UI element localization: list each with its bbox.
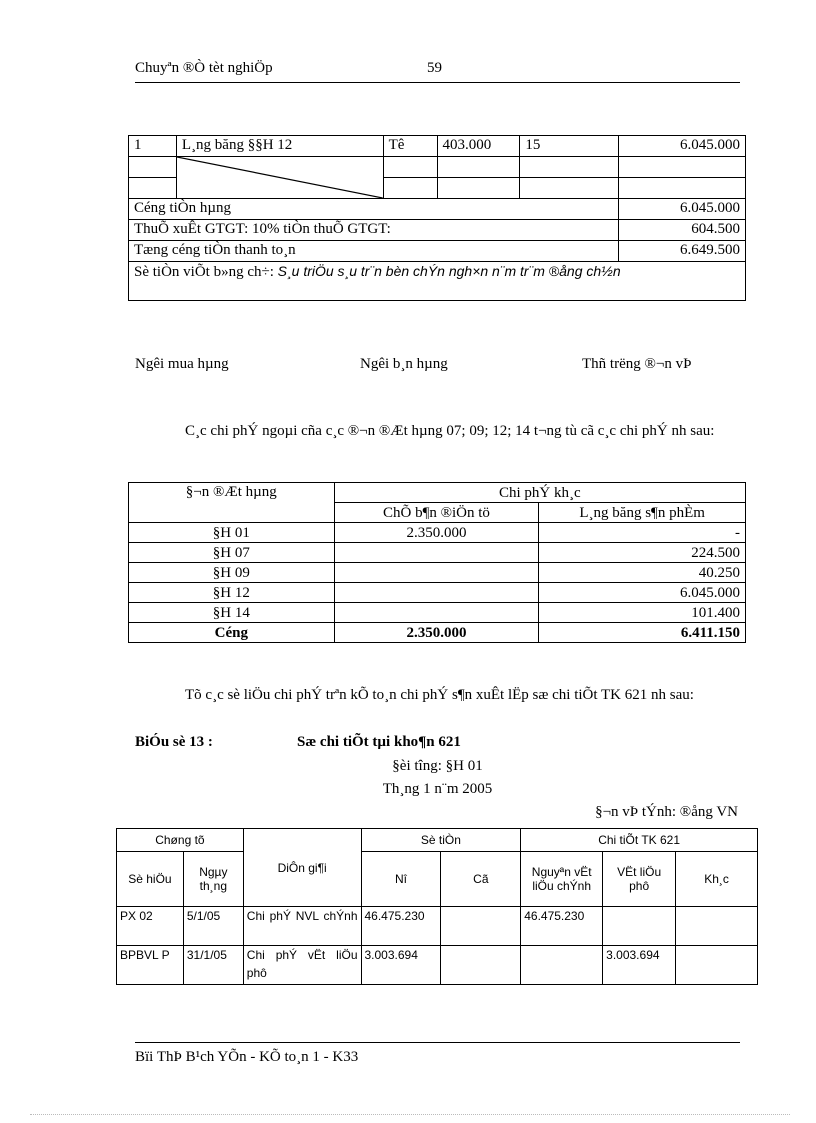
empty-cell bbox=[520, 157, 619, 178]
item-price: 403.000 bbox=[437, 136, 520, 157]
header-other: Kh¸c bbox=[676, 852, 758, 907]
header-amount: Sè tiÒn bbox=[361, 829, 521, 852]
aux-material: 3.003.694 bbox=[603, 946, 676, 985]
total-label: Tæng céng tiÒn thanh to¸n bbox=[129, 241, 619, 262]
ledger-header-row bbox=[117, 829, 758, 852]
empty-cell bbox=[129, 157, 177, 178]
credit bbox=[441, 907, 521, 946]
header-title: Chuyªn ®Ò tèt nghiÖp bbox=[135, 60, 273, 76]
table-row bbox=[129, 603, 746, 623]
voucher-date: 31/1/05 bbox=[183, 946, 243, 985]
words-label: Sè tiÒn viÕt b»ng ch÷: bbox=[134, 264, 274, 280]
header-description: DiÔn gi¶i bbox=[243, 829, 361, 907]
unit-note: §¬n vÞ tÝnh: ®ång VN bbox=[595, 804, 738, 820]
words-value: S¸u triÖu s¸u tr¨n bèn chÝn ngh×n n¨m tr¨m ®ång ch½n bbox=[277, 263, 621, 279]
lamination-cell: - bbox=[539, 523, 746, 543]
other-costs-table bbox=[128, 482, 746, 643]
total-prepress: 2.350.000 bbox=[334, 623, 539, 643]
header-lamination: L¸ng băng s¶n phÈm bbox=[539, 503, 746, 523]
header-aux-material: VËt liÖu phô bbox=[603, 852, 676, 907]
order-cell: §H 07 bbox=[129, 543, 335, 563]
header-prepress: ChÕ b¶n ®iÖn tö bbox=[334, 503, 539, 523]
empty-cell bbox=[437, 157, 520, 178]
order-cell: §H 01 bbox=[129, 523, 335, 543]
header-voucher-no: Sè hiÖu bbox=[117, 852, 184, 907]
buyer-label: Ngêi mua hµng bbox=[135, 356, 229, 372]
item-stt: 1 bbox=[129, 136, 177, 157]
amount-in-words-row bbox=[129, 262, 746, 301]
lamination-cell: 40.250 bbox=[539, 563, 746, 583]
table-row bbox=[129, 583, 746, 603]
empty-cell bbox=[129, 178, 177, 199]
other bbox=[676, 907, 758, 946]
description: Chi phÝ NVL chÝnh bbox=[243, 907, 361, 946]
debit: 46.475.230 bbox=[361, 907, 441, 946]
ledger-table bbox=[116, 828, 758, 985]
empty-cell bbox=[383, 157, 437, 178]
order-cell: §H 12 bbox=[129, 583, 335, 603]
order-cell: §H 09 bbox=[129, 563, 335, 583]
table-row bbox=[117, 907, 758, 946]
page-number: 59 bbox=[427, 60, 442, 76]
main-material bbox=[521, 946, 603, 985]
prepress-cell bbox=[334, 563, 539, 583]
table-header-row bbox=[129, 483, 746, 503]
prepress-cell bbox=[334, 543, 539, 563]
total-row bbox=[129, 241, 746, 262]
caption-title: Sæ chi tiÕt tµi kho¶n 621 bbox=[297, 734, 461, 750]
empty-cell bbox=[383, 178, 437, 199]
other bbox=[676, 946, 758, 985]
head-label: Thñ trëng ®¬n vÞ bbox=[582, 356, 692, 372]
header-other-costs: Chi phÝ kh¸c bbox=[334, 483, 745, 503]
ledger-subheader-row bbox=[117, 852, 758, 907]
total-value: 6.649.500 bbox=[619, 241, 746, 262]
invoice-table bbox=[128, 135, 746, 301]
total-label: Céng bbox=[129, 623, 335, 643]
empty-cell bbox=[619, 157, 746, 178]
prepress-cell: 2.350.000 bbox=[334, 523, 539, 543]
diagonal-line bbox=[177, 157, 383, 198]
page-header bbox=[135, 58, 740, 83]
aux-material bbox=[603, 907, 676, 946]
empty-cell bbox=[619, 178, 746, 199]
total-lamination: 6.411.150 bbox=[539, 623, 746, 643]
subtotal-label: Céng tiÒn hµng bbox=[129, 199, 619, 220]
table-row bbox=[117, 946, 758, 985]
header-voucher-date: Ngµy th¸ng bbox=[183, 852, 243, 907]
prepress-cell bbox=[334, 603, 539, 623]
item-unit: Tê bbox=[383, 136, 437, 157]
voucher-no: PX 02 bbox=[117, 907, 184, 946]
header-main-material: Nguyªn vËt liÖu chÝnh bbox=[521, 852, 603, 907]
table-row bbox=[129, 523, 746, 543]
item-amount: 6.045.000 bbox=[619, 136, 746, 157]
debit: 3.003.694 bbox=[361, 946, 441, 985]
order-cell: §H 14 bbox=[129, 603, 335, 623]
header-debit: Nî bbox=[361, 852, 441, 907]
item-name: L¸ng băng §§H 12 bbox=[176, 136, 383, 157]
subtotal-row bbox=[129, 199, 746, 220]
voucher-date: 5/1/05 bbox=[183, 907, 243, 946]
paragraph-ledger-intro: Tõ c¸c sè liÖu chi phÝ trªn kÕ to¸n chi phÝ s¶n xuÊt lËp sæ chi tiÕt TK 621 nh sau: bbox=[185, 687, 694, 703]
vat-row bbox=[129, 220, 746, 241]
item-qty: 15 bbox=[520, 136, 619, 157]
table-total-row bbox=[129, 623, 746, 643]
seller-label: Ngêi b¸n hµng bbox=[360, 356, 448, 372]
table-row-empty bbox=[129, 157, 746, 178]
description: Chi phÝ vËt liÖu phô bbox=[243, 946, 361, 985]
header-detail: Chi tiÕt TK 621 bbox=[521, 829, 758, 852]
header-voucher: Chøng tõ bbox=[117, 829, 244, 852]
prepress-cell bbox=[334, 583, 539, 603]
header-credit: Cã bbox=[441, 852, 521, 907]
empty-cell bbox=[520, 178, 619, 199]
voucher-no: BPBVL P bbox=[117, 946, 184, 985]
lamination-cell: 101.400 bbox=[539, 603, 746, 623]
lamination-cell: 224.500 bbox=[539, 543, 746, 563]
page-footer: Bïi ThÞ B¹ch YÕn - KÕ to¸n 1 - K33 bbox=[135, 1042, 740, 1066]
vat-label: ThuÕ xuÊt GTGT: 10% tiÒn thuÕ GTGT: bbox=[129, 220, 619, 241]
table-row bbox=[129, 136, 746, 157]
ledger-period: Th¸ng 1 n¨m 2005 bbox=[382, 781, 493, 797]
vat-value: 604.500 bbox=[619, 220, 746, 241]
subtotal-value: 6.045.000 bbox=[619, 199, 746, 220]
paragraph-costs: C¸c chi phÝ ngoµi cña c¸c ®¬n ®Æt hµng 07; 09; 12; 14 t¬ng tù cã c¸c chi phÝ nh sau: bbox=[185, 423, 715, 439]
table-row bbox=[129, 563, 746, 583]
diagonal-cell bbox=[176, 157, 383, 199]
credit bbox=[441, 946, 521, 985]
ledger-subject: §èi tîng: §H 01 bbox=[392, 758, 483, 774]
figure-caption bbox=[135, 734, 461, 751]
main-material: 46.475.230 bbox=[521, 907, 603, 946]
lamination-cell: 6.045.000 bbox=[539, 583, 746, 603]
page-edge-divider bbox=[30, 1114, 790, 1115]
caption-label: BiÓu sè 13 : bbox=[135, 734, 213, 750]
header-order: §¬n ®Æt hµng bbox=[129, 483, 335, 523]
amount-in-words bbox=[129, 262, 746, 301]
table-row bbox=[129, 543, 746, 563]
empty-cell bbox=[437, 178, 520, 199]
